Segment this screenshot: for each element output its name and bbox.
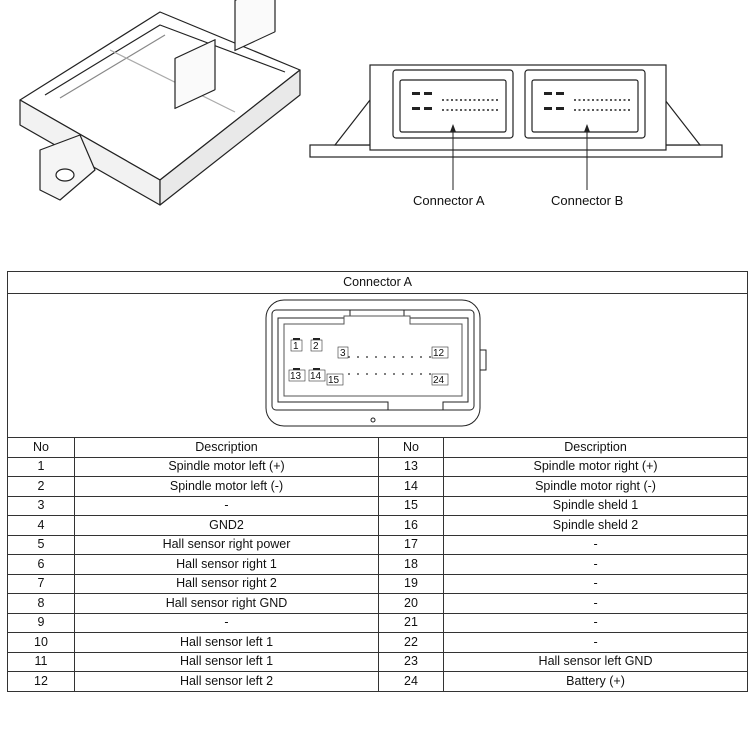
pin-number: 15 [379, 496, 444, 516]
pin-number: 1 [8, 457, 75, 477]
pin-description: - [75, 613, 379, 633]
pin-number: 4 [8, 516, 75, 536]
connector-b-label: Connector B [551, 193, 624, 208]
pin-number: 8 [8, 594, 75, 614]
table-header-row [8, 438, 748, 458]
pin-number: 22 [379, 633, 444, 653]
pin-number: 21 [379, 613, 444, 633]
pin-description: Hall sensor left 1 [75, 633, 379, 653]
table-row [8, 613, 748, 633]
pin-label-1: 1 [292, 341, 299, 352]
module-front-view [310, 65, 722, 190]
pin-description: - [444, 555, 748, 575]
pin-description: - [75, 496, 379, 516]
pin-number: 5 [8, 535, 75, 555]
pin-number: 12 [8, 672, 75, 692]
pin-description: Spindle sheld 2 [444, 516, 748, 536]
table-row [8, 555, 748, 575]
header-no-right: No [379, 438, 444, 458]
table-row [8, 633, 748, 653]
pin-description: Hall sensor left 1 [75, 652, 379, 672]
pin-description: - [444, 633, 748, 653]
pin-label-15: 15 [327, 375, 339, 386]
module-3d-view [20, 0, 300, 205]
pin-number: 3 [8, 496, 75, 516]
pin-description: Spindle motor left (-) [75, 477, 379, 497]
pin-description: - [444, 594, 748, 614]
pin-description: GND2 [75, 516, 379, 536]
pin-label-13: 13 [289, 371, 301, 382]
pin-number: 18 [379, 555, 444, 575]
pin-number: 14 [379, 477, 444, 497]
pin-description: Spindle motor right (-) [444, 477, 748, 497]
pin-label-12: 12 [432, 348, 444, 359]
pin-description: Battery (+) [444, 672, 748, 692]
table-row [8, 496, 748, 516]
pin-number: 13 [379, 457, 444, 477]
pin-number: 11 [8, 652, 75, 672]
pin-number: 20 [379, 594, 444, 614]
table-row [8, 516, 748, 536]
pin-description: - [444, 574, 748, 594]
pin-label-3: 3 [339, 348, 346, 359]
pin-description: Hall sensor right power [75, 535, 379, 555]
pin-description: - [444, 613, 748, 633]
pinout-table [7, 271, 748, 692]
table-row [8, 477, 748, 497]
pin-description: - [444, 535, 748, 555]
pin-number: 19 [379, 574, 444, 594]
pin-number: 17 [379, 535, 444, 555]
pin-number: 9 [8, 613, 75, 633]
pin-number: 24 [379, 672, 444, 692]
pin-description: Hall sensor left GND [444, 652, 748, 672]
pin-description: Hall sensor right 2 [75, 574, 379, 594]
pin-label-24: 24 [432, 375, 444, 386]
table-row [8, 594, 748, 614]
pin-number: 2 [8, 477, 75, 497]
pin-description: Spindle motor right (+) [444, 457, 748, 477]
table-row [8, 652, 748, 672]
pin-number: 7 [8, 574, 75, 594]
table-row [8, 535, 748, 555]
header-description-right: Description [444, 438, 748, 458]
header-description-left: Description [75, 438, 379, 458]
pin-rows [8, 457, 748, 691]
pin-description: Spindle sheld 1 [444, 496, 748, 516]
pin-number: 16 [379, 516, 444, 536]
pin-description: Hall sensor left 2 [75, 672, 379, 692]
table-row [8, 457, 748, 477]
connector-face-diagram [258, 294, 498, 432]
table-title: Connector A [8, 272, 748, 294]
header-no-left: No [8, 438, 75, 458]
pin-number: 23 [379, 652, 444, 672]
pin-label-2: 2 [312, 341, 319, 352]
pin-number: 6 [8, 555, 75, 575]
pin-description: Hall sensor right GND [75, 594, 379, 614]
table-row [8, 574, 748, 594]
connector-a-label: Connector A [413, 193, 485, 208]
pin-description: Spindle motor left (+) [75, 457, 379, 477]
connector-face-cell [8, 294, 748, 438]
module-illustrations [0, 0, 754, 240]
pin-description: Hall sensor right 1 [75, 555, 379, 575]
table-row [8, 672, 748, 692]
pin-label-14: 14 [309, 371, 321, 382]
pin-number: 10 [8, 633, 75, 653]
